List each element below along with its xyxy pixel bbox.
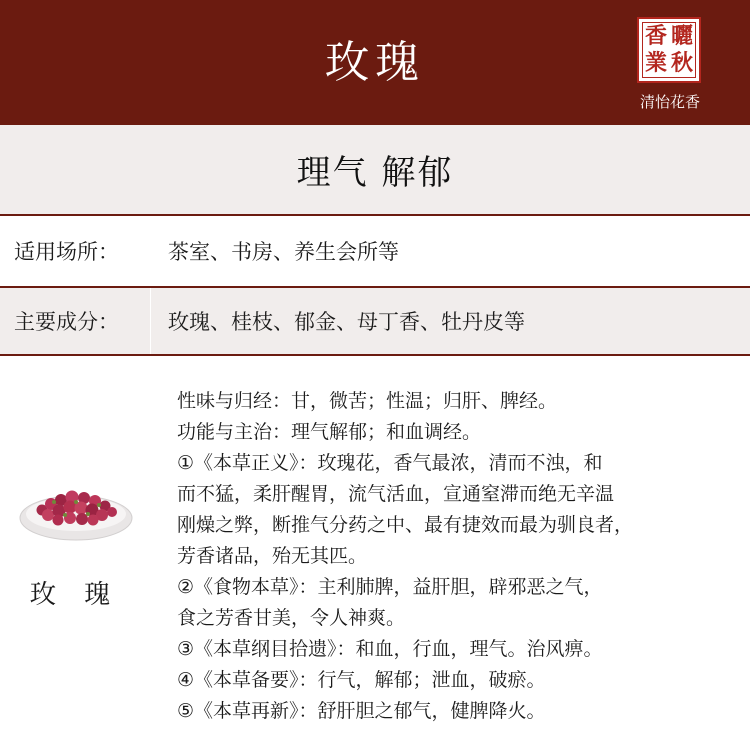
ingredients-label: 主要成分： xyxy=(14,310,119,334)
description-line: ②《食物本草》：主利肺脾，益肝胆，辟邪恶之气， xyxy=(177,576,603,598)
ingredients-row xyxy=(0,288,750,356)
header-bar xyxy=(0,0,750,125)
seal-char: 業 xyxy=(644,50,667,76)
description-line: ③《本草纲目拾遗》：和血，行血，理气。治风痹。 xyxy=(177,638,603,660)
product-detail xyxy=(0,356,750,750)
page-title: 玫瑰 xyxy=(325,37,425,88)
brand-seal-logo xyxy=(637,17,701,83)
row-divider xyxy=(150,288,151,354)
description-line: 而不猛，柔肝醒胃，流气活血，宣通窒滞而绝无辛温 xyxy=(177,483,615,505)
subtitle-band xyxy=(0,125,750,216)
brand-caption: 清怡花香 xyxy=(639,93,700,111)
description-line: ④《本草备要》：行气，解郁；泄血，破瘀。 xyxy=(177,669,546,691)
description-line: 功能与主治：理气解郁；和血调经。 xyxy=(177,421,482,443)
ingredients-value: 玫瑰、桂枝、郁金、母丁香、牡丹皮等 xyxy=(168,310,525,334)
description-line: ⑤《本草再新》：舒肝胆之郁气，健脾降火。 xyxy=(177,700,546,722)
venue-row xyxy=(0,216,750,288)
seal-char: 秋 xyxy=(670,50,693,76)
venue-label: 适用场所： xyxy=(14,240,119,264)
description-line: 性味与归经：甘，微苦；性温；归肝、脾经。 xyxy=(177,390,558,412)
description-line: 刚燥之弊，断推气分药之中、最有捷效而最为驯良者， xyxy=(177,514,634,536)
description-line: 食之芳香甘美，令人神爽。 xyxy=(177,607,406,629)
description-line: ①《本草正义》：玫瑰花，香气最浓，清而不浊，和 xyxy=(177,452,603,474)
venue-value: 茶室、书房、养生会所等 xyxy=(168,240,399,264)
product-name: 玫 瑰 xyxy=(29,580,121,610)
subtitle: 理气 解郁 xyxy=(296,153,454,193)
seal-char: 曬 xyxy=(670,23,693,49)
product-description xyxy=(177,386,737,727)
seal-char: 香 xyxy=(644,23,667,49)
rose-buds-bowl-image xyxy=(18,474,134,544)
description-line: 芳香诸品，殆无其匹。 xyxy=(177,545,368,567)
